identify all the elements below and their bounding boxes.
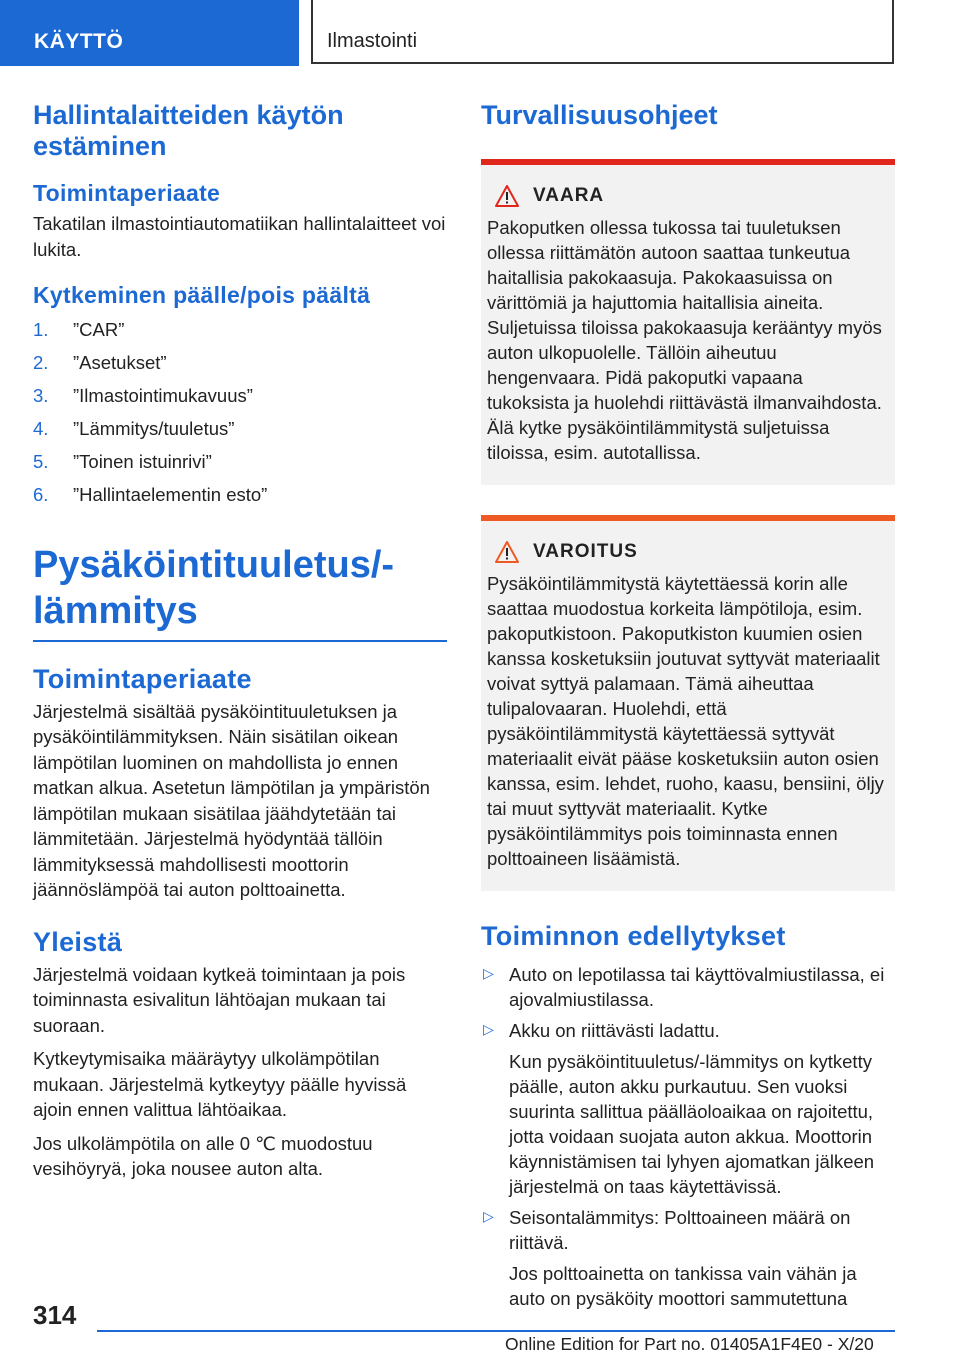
- step-text: ”Ilmastointimukavuus”: [73, 385, 253, 406]
- bullet-triangle-icon: ▷: [483, 1208, 494, 1224]
- chapter-tab[interactable]: [311, 0, 894, 64]
- step-number: 4.: [33, 418, 49, 439]
- list-item: [33, 317, 447, 343]
- heading-control-lock: Hallintalaitteiden käytön estäminen: [33, 100, 344, 161]
- steps-list: [33, 317, 447, 508]
- step-number: 5.: [33, 451, 49, 472]
- bullet-text: Jos polttoainetta on tankissa vain vähän ja auto on pysäköity moottori sammutettuna: [509, 1263, 857, 1309]
- paragraph-general-2: Kytkeytymisaika määräytyy ulkolämpötilan mukaan. Järjestelmä kytkeytyy päälle hyvissä ajoin ennen valittua lähtöaikaa.: [33, 1048, 407, 1120]
- subheading-general: Yleistä: [33, 926, 123, 957]
- chapter-label: Ilmastointi: [327, 30, 418, 52]
- step-number: 3.: [33, 385, 49, 406]
- bullet-triangle-icon: ▷: [483, 1021, 494, 1037]
- paragraph-general-1: Järjestelmä voidaan kytkeä toimintaan ja pois toiminnasta esivalitun lähtöajan mukaan tai suoraan.: [33, 963, 406, 1036]
- bullet-triangle-icon: ▷: [483, 965, 494, 981]
- paragraph-general-3: Jos ulkolämpötila on alle 0 ℃ muodostuu vesihöyryä, joka nousee auton alta.: [33, 1132, 373, 1179]
- list-item: [481, 1205, 895, 1311]
- bullet-text: Akku on riittävästi ladattu.: [509, 1020, 720, 1041]
- bullet-text: Seisontalämmitys: Polttoaineen määrä on riittävä.: [509, 1207, 851, 1253]
- danger-box: [481, 159, 895, 485]
- caution-triangle-icon: [495, 541, 519, 563]
- bullet-text: Kun pysäköintituuletus/-lämmitys on kytketty päälle, auton akku purkautuu. Sen vuoksi suurinta sallittua päälläoloaikaa on rajoitettu, jotta voidaan suojata auton akkua. Moottorin käynnistämisen tai lyhyen ajomatkan jälkeen järjestelmä on taas käytettävissä.: [509, 1051, 875, 1197]
- step-text: ”Lämmitys/tuuletus”: [73, 418, 235, 439]
- warning-box: [481, 515, 895, 891]
- left-column: [33, 100, 447, 1190]
- page-header: [0, 0, 960, 66]
- step-number: 2.: [33, 352, 49, 373]
- section-label: KÄYTTÖ: [34, 30, 124, 53]
- list-item: [33, 482, 447, 508]
- danger-text: Pakoputken ollessa tukossa tai tuuletuksen ollessa riittämätön autoon saattaa tunkeutua haitallisia pakokaasuja. Pakokaasuissa on värittömiä ja hajuttomia haitallisia aineita. Suljetuissa tiloissa pakokaasuja kerääntyy myös auton ulkopuolelle. Tällöin aiheutuu hengenvaara. Pidä pakoputki vapaana tukoksista ja huolehdi riittävästä ilmanvaihdosta. Älä kytke pysäköintilämmitystä suljetuissa tiloissa, esim. autotallissa.: [487, 217, 882, 463]
- section-tab[interactable]: [0, 0, 299, 66]
- subheading-principle-2: Toimintaperiaate: [33, 663, 252, 694]
- step-number: 1.: [33, 319, 49, 340]
- heading-safety: Turvallisuusohjeet: [481, 100, 718, 130]
- edition-text: Online Edition for Part no. 01405A1F4E0 - X/20: [505, 1334, 874, 1354]
- subheading-switch: Kytkeminen päälle/pois päältä: [33, 282, 371, 308]
- heading-rule: [33, 640, 447, 642]
- page-number: 314: [33, 1300, 77, 1330]
- step-text: ”Toinen istuinrivi”: [73, 451, 212, 472]
- list-item: [33, 383, 447, 409]
- heading-parking-heater: Pysäköintituuletus/-lämmitys: [33, 543, 395, 632]
- list-item: [33, 449, 447, 475]
- step-text: ”CAR”: [73, 319, 125, 340]
- paragraph-lock: Takatilan ilmastointiautomatiikan hallintalaitteet voi lukita.: [33, 213, 446, 260]
- warning-triangle-icon: [495, 185, 519, 207]
- step-number: 6.: [33, 484, 49, 505]
- subheading-principle-1: Toimintaperiaate: [33, 180, 221, 206]
- warning-text: Pysäköintilämmitystä käytettäessä korin alle saattaa muodostua korkeita lämpötiloja, esim. pakoputkistoon. Pakoputkiston kuumien osien kanssa kosketuksiin joutuvat syttyvät materiaalit voivat syttyä palamaan. Tämä aiheuttaa tulipalovaaran. Huolehdi, että pysäköintilämmitystä käytettäessä syttyvät materiaalit eivät pääse kosketuksiin auton osien kanssa, esim. lehdet, ruoho, kaasu, bensiini, öljy tai muut syttyvät materiaalit. Kytke pysäköintilämmitys pois toiminnasta ennen polttoaineen lisäämistä.: [487, 573, 884, 869]
- footer-rule: [97, 1330, 895, 1332]
- danger-title: VAARA: [533, 185, 605, 206]
- step-text: ”Hallintaelementin esto”: [73, 484, 268, 505]
- list-item: [481, 1018, 895, 1199]
- list-item: [481, 962, 895, 1012]
- requirements-list: [481, 962, 895, 1311]
- bullet-text: Auto on lepotilassa tai käyttövalmiustilassa, ei ajovalmiustilassa.: [509, 964, 885, 1010]
- list-item: [33, 416, 447, 442]
- list-item: [33, 350, 447, 376]
- subheading-requirements: Toiminnon edellytykset: [481, 921, 786, 951]
- paragraph-principle: Järjestelmä sisältää pysäköintituuletuksen ja pysäköintilämmityksen. Näin sisätilan oikean lämpötilan luominen on mahdollista jo ennen matkan alkua. Asetetun lämpötilan ja ympäristön lämpötilan mukaan sisätilaa jäähdytetään tai lämmitetään. Järjestelmä hyödyntää tällöin lämmityksessä mahdollisesti moottorin jäännöslämpöä tai auton polttoainetta.: [33, 700, 430, 900]
- warning-title: VAROITUS: [533, 541, 638, 562]
- step-text: ”Asetukset”: [73, 352, 167, 373]
- right-column: [481, 100, 895, 1317]
